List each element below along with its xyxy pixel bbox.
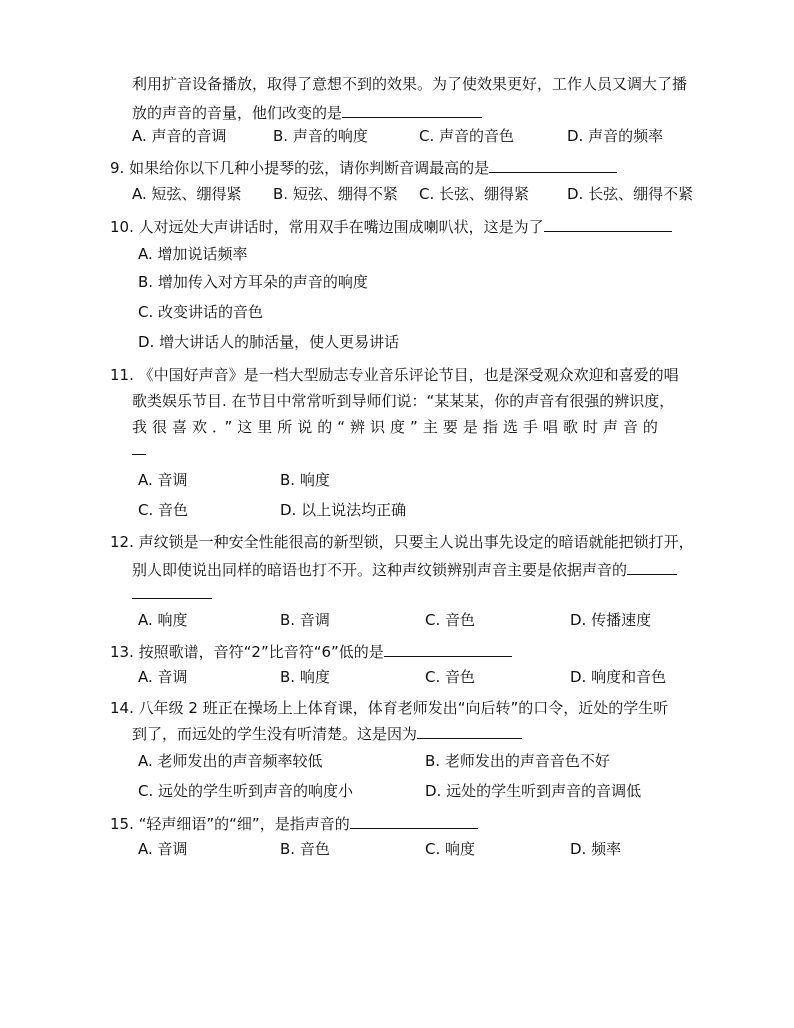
- q12-option-b: B. 音调: [280, 611, 330, 629]
- answer-blank: [384, 640, 512, 657]
- q11-option-c: C. 音色: [138, 501, 189, 519]
- q9-option-d: D. 长弦、绷得不紧: [567, 185, 694, 203]
- q12-option-d: D. 传播速度: [570, 611, 652, 629]
- answer-blank: [342, 101, 482, 118]
- q11-line1: 11. 《中国好声音》是一档大型励志专业音乐评论节目，也是深受观众欢迎和喜爱的唱: [110, 366, 679, 384]
- answer-blank: [350, 812, 478, 829]
- q10-option-c: C. 改变讲话的音色: [138, 303, 264, 321]
- answer-blank: [132, 582, 212, 599]
- q14-option-d: D. 远处的学生听到声音的音调低: [425, 782, 642, 800]
- q15-option-b: B. 音色: [280, 840, 330, 858]
- q12-line2: [132, 558, 677, 581]
- q8-option-d: D. 声音的频率: [567, 127, 664, 145]
- q14-line2: [132, 722, 522, 745]
- q8-option-c: C. 声音的音色: [419, 127, 515, 145]
- answer-blank: [132, 438, 146, 455]
- q8-line2-text: 放的声音的音量，他们改变的是: [132, 104, 343, 122]
- q8-line2: [132, 101, 482, 124]
- q12-line2-text: 别人即使说出同样的暗语也打不开。这种声纹锁辨别声音主要是依据声音的: [132, 561, 628, 579]
- q12-option-a: A. 响度: [138, 611, 188, 629]
- q9-stem: [110, 156, 617, 179]
- q12-line1: 12. 声纹锁是一种安全性能很高的新型锁，只要主人说出事先设定的暗语就能把锁打开，: [110, 533, 694, 551]
- q8-option-b: B. 声音的响度: [273, 127, 368, 145]
- q11-option-a: A. 音调: [138, 471, 188, 489]
- q12-option-c: C. 音色: [425, 611, 476, 629]
- q13-option-c: C. 音色: [425, 668, 476, 686]
- q8-line1: 利用扩音设备播放，取得了意想不到的效果。为了使效果更好，工作人员又调大了播: [132, 75, 688, 93]
- q9-stem-text: 9. 如果给你以下几种小提琴的弦，请你判断音调最高的是: [110, 159, 490, 177]
- q14-option-b: B. 老师发出的声音音色不好: [425, 752, 610, 770]
- q11-blank-line: [132, 438, 146, 461]
- q11-option-b: B. 响度: [280, 471, 330, 489]
- q15-option-c: C. 响度: [425, 840, 476, 858]
- q11-option-d: D. 以上说法均正确: [280, 501, 407, 519]
- q15-option-a: A. 音调: [138, 840, 188, 858]
- q11-line3: 我很喜欢．”这里所说的“辨识度”主要是指选手唱歌时声音的: [132, 418, 663, 436]
- q8-option-a: A. 声音的音调: [132, 127, 227, 145]
- q14-option-c: C. 远处的学生听到声音的响度小: [138, 782, 354, 800]
- q9-option-b: B. 短弦、绷得不紧: [273, 185, 398, 203]
- q13-option-d: D. 响度和音色: [570, 668, 667, 686]
- q13-stem: [110, 640, 512, 663]
- q13-stem-text: 13. 按照歌谱，音符“2”比音符“6”低的是: [110, 643, 384, 661]
- q10-stem: [110, 215, 672, 238]
- q15-option-d: D. 频率: [570, 840, 622, 858]
- answer-blank: [627, 558, 677, 575]
- q10-option-d: D. 增大讲话人的肺活量，使人更易讲话: [138, 333, 400, 351]
- q14-line1: 14. 八年级 2 班正在操场上上体育课，体育老师发出“向后转”的口令，近处的学生听: [110, 699, 669, 717]
- answer-blank: [544, 215, 672, 232]
- q13-option-b: B. 响度: [280, 668, 330, 686]
- q9-option-c: C. 长弦、绷得紧: [419, 185, 530, 203]
- q9-option-a: A. 短弦、绷得紧: [132, 185, 242, 203]
- q11-line2: 歌类娱乐节目. 在节目中常常听到导师们说：“某某某，你的声音有很强的辨识度，: [132, 392, 675, 410]
- q13-option-a: A. 音调: [138, 668, 188, 686]
- q14-option-a: A. 老师发出的声音频率较低: [138, 752, 323, 770]
- q10-option-b: B. 增加传入对方耳朵的声音的响度: [138, 273, 368, 291]
- answer-blank: [417, 722, 522, 739]
- q10-stem-text: 10. 人对远处大声讲话时，常用双手在嘴边围成喇叭状，这是为了: [110, 218, 544, 236]
- q14-line2-text: 到了，而远处的学生没有听清楚。这是因为: [132, 725, 418, 743]
- q15-stem: [110, 812, 478, 835]
- answer-blank: [489, 156, 617, 173]
- q15-stem-text: 15. “轻声细语”的“细”，是指声音的: [110, 815, 350, 833]
- q10-option-a: A. 增加说话频率: [138, 245, 248, 263]
- q12-blank-line: [132, 582, 212, 605]
